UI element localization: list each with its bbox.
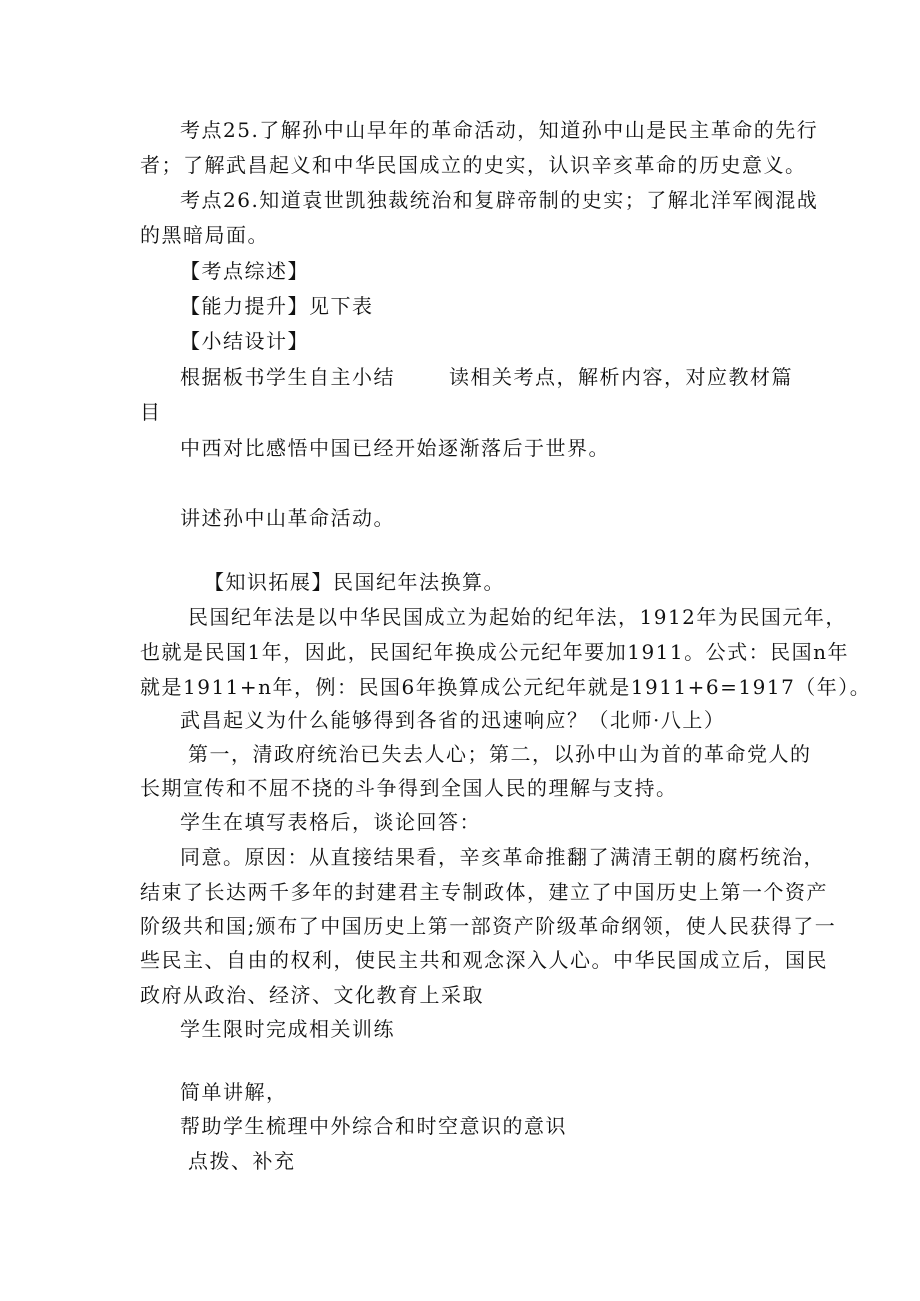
paragraph-line: 目: [140, 400, 162, 424]
paragraph-line: 学生限时完成相关训练: [180, 1017, 395, 1041]
paragraph-line: 讲述孙中山革命活动。: [180, 506, 395, 530]
paragraph-line: 同意。原因：从直接结果看，辛亥革命推翻了满清王朝的腐朽统治，: [180, 845, 825, 869]
paragraph-line: 长期宣传和不屈不挠的斗争得到全国人民的理解与支持。: [140, 776, 678, 800]
paragraph-line: 阶级共和国;颁布了中国历史上第一部资产阶级革命纲领，使人民获得了一: [140, 914, 837, 938]
section-heading: 【小结设计】: [180, 329, 309, 353]
paragraph-line: 就是1911+n年，例：民国6年换算成公元纪年就是1911+6=1917（年）。: [140, 675, 872, 699]
paragraph-line: 中西对比感悟中国已经开始逐渐落后于世界。: [180, 436, 610, 460]
summary-left-text: 根据板书学生自主小结: [180, 365, 395, 389]
paragraph-line: 的黑暗局面。: [140, 223, 269, 247]
paragraph-line: 帮助学生梳理中外综合和时空意识的意识: [180, 1114, 567, 1138]
section-heading: 【知识拓展】民国纪年法换算。: [204, 570, 505, 594]
paragraph-line: 简单讲解，: [180, 1080, 288, 1104]
paragraph-line: 也就是民国1年，因此，民国纪年换成公元纪年要加1911。公式：民国n年: [140, 640, 850, 664]
paragraph-line: 者；了解武昌起义和中华民国成立的史实，认识辛亥革命的历史意义。: [140, 153, 807, 177]
paragraph-line: [180, 364, 830, 390]
paragraph-line: 结束了长达两千多年的封建君主专制政体，建立了中国历史上第一个资产: [140, 880, 828, 904]
paragraph-line: 考点25.了解孙中山早年的革命活动，知道孙中山是民主革命的先行: [180, 118, 819, 142]
section-heading: 【考点综述】: [180, 259, 309, 283]
paragraph-line: 考点26.知道袁世凯独裁统治和复辟帝制的史实；了解北洋军阀混战: [180, 188, 819, 212]
paragraph-line: 第一，清政府统治已失去人心；第二，以孙中山为首的革命党人的: [188, 742, 812, 766]
paragraph-line: 政府从政治、经济、文化教育上采取: [140, 983, 484, 1007]
paragraph-line: 民国纪年法是以中华民国成立为起始的纪年法，1912年为民国元年，: [188, 605, 847, 629]
paragraph-line: 武昌起义为什么能够得到各省的迅速响应？（北师·八上）: [180, 708, 726, 732]
summary-right-text: 读相关考点，解析内容，对应教材篇: [449, 365, 793, 389]
paragraph-line: 点拨、补充: [188, 1149, 296, 1173]
paragraph-line: 学生在填写表格后，谈论回答：: [180, 810, 481, 834]
section-heading: 【能力提升】见下表: [180, 294, 374, 318]
paragraph-line: 些民主、自由的权利，使民主共和观念深入人心。中华民国成立后，国民: [140, 948, 828, 972]
